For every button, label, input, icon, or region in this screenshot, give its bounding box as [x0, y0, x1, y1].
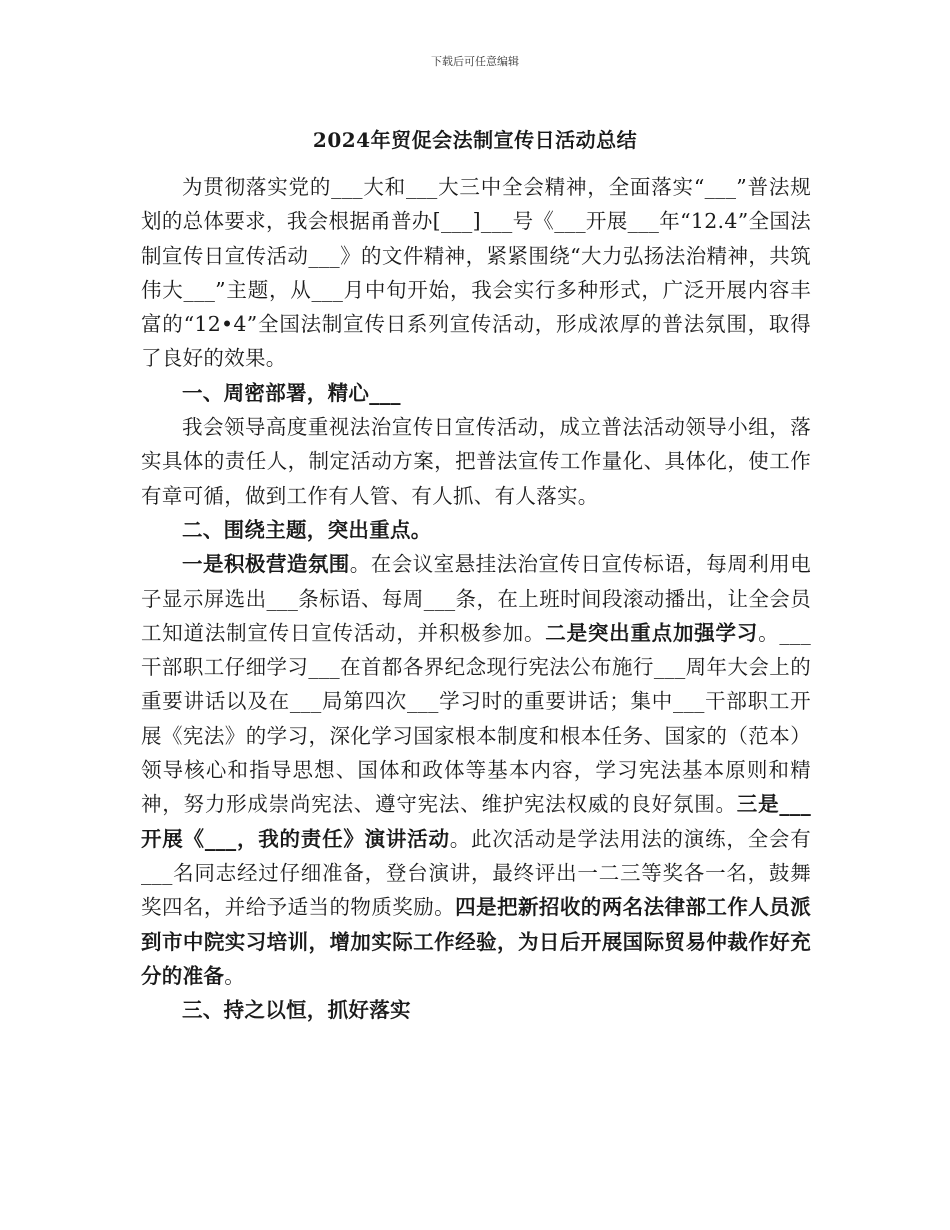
document-body: [141, 170, 811, 1027]
section-1-heading: 一、周密部署，精心___: [182, 380, 401, 405]
point-3-text: 。此次活动是学法用法的演练，全会有___名同志经过仔细准备，登台演讲，最终评出一二三等奖各一名，鼓舞奖四名，并给予适当的物质奖励。: [141, 826, 811, 920]
section-2-heading: 二、围绕主题，突出重点。: [182, 517, 432, 542]
point-4-lead: 四是把新招收的两名法律部工作人员派到市中院实习培训，增加实际工作经验，为日后开展国际贸易仲裁作好充分的准备: [141, 895, 811, 988]
section-1-paragraph: 我会领导高度重视法治宣传日宣传活动，成立普法活动领导小组，落实具体的责任人，制定活动方案，把普法宣传工作量化、具体化，使工作有章可循，做到工作有人管、有人抓、有人落实。: [141, 415, 811, 508]
section-2-paragraph: [141, 547, 811, 993]
point-4-text: 。: [224, 963, 246, 988]
point-3-lead: 三是___开展《___，我的责任》演讲活动: [141, 792, 812, 851]
document-title: 2024年贸促会法制宣传日活动总结: [312, 128, 638, 152]
point-2-text: 。___干部职工仔细学习___在首都各界纪念现行宪法公布施行___周年大会上的重要讲话以及在___局第四次___学习时的重要讲话；集中___干部职工开展《宪法》的学习，深化学习国家根本制度和根本任务、国家的（范本）领导核心和指导思想、国体和政体等基本内容，学习宪法基本原则和精神，努力形成崇尚宪法、遵守宪法、维护宪法权威的良好氛围。: [141, 620, 812, 817]
point-1-text: 。在会议室悬挂法治宣传日宣传标语，每周利用电子显示屏选出___条标语、每周___条，在上班时间段滚动播出，让全会员工知道法制宣传日宣传活动，并积极参加。: [141, 552, 811, 645]
intro-paragraph: 为贯彻落实党的___大和___大三中全会精神，全面落实“___”普法规划的总体要求，我会根据甬普办[___]___号《___开展___年“12.4”全国法制宣传日宣传活动___》的文件精神，紧紧围绕“大力弘扬法治精神，共筑伟大___”主题，从___月中旬开始，我会实行多种形式，广泛开展内容丰富的“12•4”全国法制宣传日系列宣传活动，形成浓厚的普法氛围，取得了良好的效果。: [141, 175, 811, 371]
header-note: 下载后可任意编辑: [431, 55, 519, 68]
point-1-lead: 一是积极营造氛围: [182, 552, 350, 577]
section-3-heading: 三、持之以恒，抓好落实: [182, 998, 411, 1023]
point-2-lead: 二是突出重点加强学习: [545, 620, 759, 645]
